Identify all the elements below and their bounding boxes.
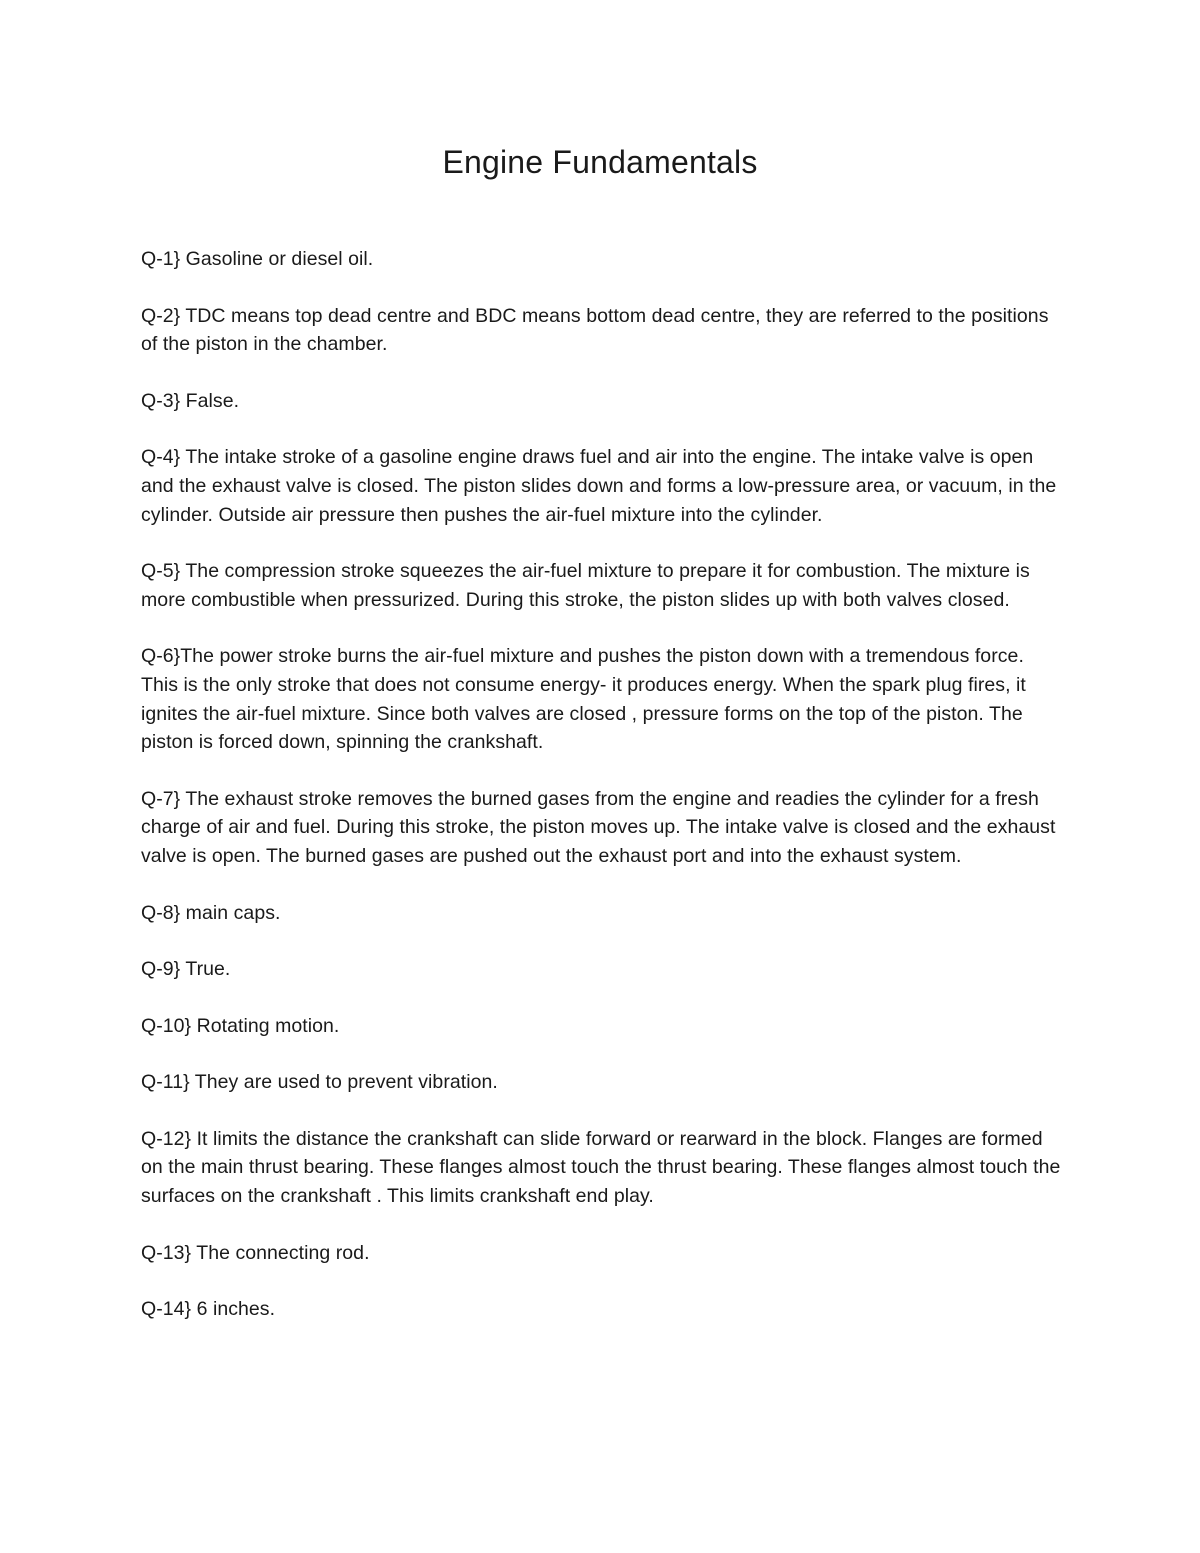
- answer-q2: Q-2} TDC means top dead centre and BDC means bottom dead centre, they are referred to the positions of the piston in the chamber.: [141, 304, 1049, 356]
- answer-q12: Q-12} It limits the distance the crankshaft can slide forward or rearward in the block. Flanges are formed on the main thrust bearing. These flanges almost touch the thrust bearing. These flanges almost touch the surfaces on the crankshaft . This limits crankshaft end play.: [141, 1127, 1061, 1208]
- document-title: Engine Fundamentals: [442, 144, 758, 180]
- answer-q10: Q-10} Rotating motion.: [141, 1014, 340, 1037]
- answer-q8: Q-8} main caps.: [141, 901, 281, 924]
- answer-q5: Q-5} The compression stroke squeezes the air-fuel mixture to prepare it for combustion. The mixture is more combustible when pressurized. During this stroke, the piston slides up with both valves closed.: [141, 560, 1030, 611]
- answer-list: [141, 245, 1066, 1352]
- answer-q6: Q-6}The power stroke burns the air-fuel mixture and pushes the piston down with a tremendous force. This is the only stroke that does not consume energy- it produces energy. When the spark plug fires, it ignites the air-fuel mixture. Since both valves are closed , pressure forms on the top of the piston. The piston is forced down, spinning the crankshaft.: [141, 645, 1026, 754]
- answer-q3: Q-3} False.: [141, 389, 240, 412]
- answer-q9: Q-9} True.: [141, 958, 231, 981]
- answer-q1: Q-1} Gasoline or diesel oil.: [141, 248, 374, 270]
- answer-q13: Q-13} The connecting rod.: [141, 1241, 370, 1264]
- answer-q11: Q-11} They are used to prevent vibration.: [141, 1071, 498, 1094]
- answer-q4: Q-4} The intake stroke of a gasoline engine draws fuel and air into the engine. The intake valve is open and the exhaust valve is closed. The piston slides down and forms a low-pressure area, or vacuum, in the cylinder. Outside air pressure then pushes the air-fuel mixture into the cylinder.: [141, 446, 1057, 526]
- answer-q7: Q-7} The exhaust stroke removes the burned gases from the engine and readies the cylinder for a fresh charge of air and fuel. During this stroke, the piston moves up. The intake valve is closed and the exhaust valve is open. The burned gases are pushed out the exhaust port and into the exhaust system.: [141, 787, 1056, 867]
- answer-q14: Q-14} 6 inches.: [141, 1298, 276, 1321]
